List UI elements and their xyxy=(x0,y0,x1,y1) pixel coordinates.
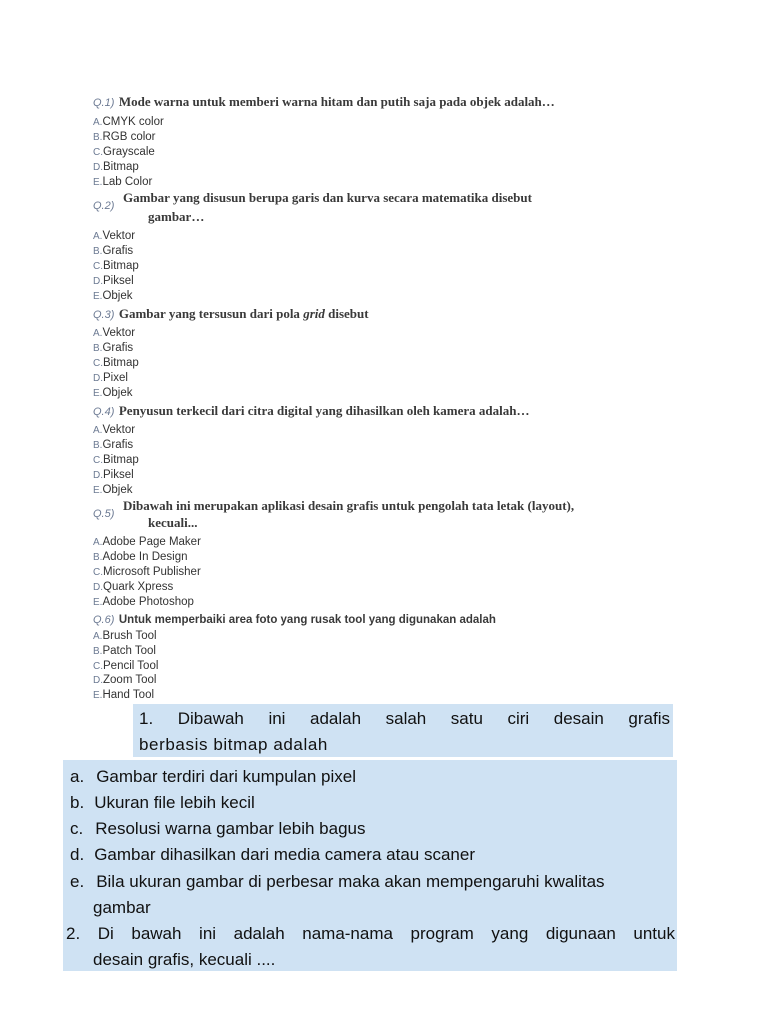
essay-1-option-c: c. Resolusi warna gambar lebih bagus xyxy=(70,819,366,838)
q5-option-c: C.Microsoft Publisher xyxy=(93,566,201,578)
question-6-text: Untuk memperbaiki area foto yang rusak tool yang digunakan adalah xyxy=(118,614,496,626)
question-4-text: Penyusun terkecil dari citra digital yang dihasilkan oleh kamera adalah… xyxy=(118,403,530,418)
q2-option-a: A.Vektor xyxy=(93,230,136,242)
question-1-number: Q.1) xyxy=(93,97,115,109)
q6-option-d: D.Zoom Tool xyxy=(93,674,157,686)
question-6-heading xyxy=(93,610,496,628)
q1-option-d: D.Bitmap xyxy=(93,161,139,173)
q3-option-b: B.Grafis xyxy=(93,342,134,354)
question-4-heading xyxy=(93,402,529,420)
q5-option-d: D.Quark Xpress xyxy=(93,581,174,593)
q2-option-c: C.Bitmap xyxy=(93,260,139,272)
q5-option-b: B.Adobe In Design xyxy=(93,551,188,563)
essay-1-option-e-line2: gambar xyxy=(93,898,151,917)
q5-option-a: A.Adobe Page Maker xyxy=(93,536,201,548)
question-4-number: Q.4) xyxy=(93,406,115,418)
essay-1-option-e: e. Bila ukuran gambar di perbesar maka akan mempengaruhi kwalitas xyxy=(70,872,605,891)
q1-option-e: E.Lab Color xyxy=(93,176,153,188)
q4-option-c: C.Bitmap xyxy=(93,454,139,466)
q6-option-b: B.Patch Tool xyxy=(93,645,156,657)
essay-1-option-d: d. Gambar dihasilkan dari media camera atau scaner xyxy=(70,845,475,864)
question-3-heading xyxy=(93,305,369,323)
question-5-text-line1: Dibawah ini merupakan aplikasi desain grafis untuk pengolah tata letak (layout), xyxy=(123,498,575,513)
question-3-text: Gambar yang tersusun dari pola grid disebut xyxy=(118,306,369,321)
question-5-number: Q.5) xyxy=(93,508,115,520)
q2-option-e: E.Objek xyxy=(93,290,133,302)
q3-option-d: D.Pixel xyxy=(93,372,128,384)
question-6-number: Q.6) xyxy=(93,614,115,626)
question-1-heading xyxy=(93,93,555,111)
q3-option-a: A.Vektor xyxy=(93,327,136,339)
question-2-number: Q.2) xyxy=(93,200,115,212)
q4-option-d: D.Piksel xyxy=(93,469,134,481)
q6-option-c: C.Pencil Tool xyxy=(93,660,159,672)
q3-option-e: E.Objek xyxy=(93,387,133,399)
question-2-text-line1: Gambar yang disusun berupa garis dan kurva secara matematika disebut xyxy=(123,190,532,205)
essay-1-question-line2: berbasis bitmap adalah xyxy=(139,735,328,754)
q4-option-a: A.Vektor xyxy=(93,424,136,436)
question-1-text: Mode warna untuk memberi warna hitam dan putih saja pada objek adalah… xyxy=(118,94,555,109)
essay-1-question-line1: 1. Dibawah ini adalah salah satu ciri desain grafis xyxy=(139,709,670,728)
q1-option-c: C.Grayscale xyxy=(93,146,155,158)
q3-option-c: C.Bitmap xyxy=(93,357,139,369)
question-2-text-line2: gambar… xyxy=(148,209,205,224)
q1-option-a: A.CMYK color xyxy=(93,116,164,128)
q6-option-e: E.Hand Tool xyxy=(93,689,155,701)
q4-option-e: E.Objek xyxy=(93,484,133,496)
q6-option-a: A.Brush Tool xyxy=(93,630,157,642)
essay-2-question-line2: desain grafis, kecuali .... xyxy=(93,950,276,969)
q5-option-e: E.Adobe Photoshop xyxy=(93,596,194,608)
question-3-number: Q.3) xyxy=(93,309,115,321)
essay-1-option-b: b. Ukuran file lebih kecil xyxy=(70,793,255,812)
q2-option-d: D.Piksel xyxy=(93,275,134,287)
question-5-text-line2: kecuali... xyxy=(148,515,198,530)
q4-option-b: B.Grafis xyxy=(93,439,134,451)
q1-option-b: B.RGB color xyxy=(93,131,156,143)
essay-2-question-line1: 2. Di bawah ini adalah nama-nama program yang digunaan untuk xyxy=(66,924,675,943)
q2-option-b: B.Grafis xyxy=(93,245,134,257)
essay-1-option-a: a. Gambar terdiri dari kumpulan pixel xyxy=(70,767,357,786)
